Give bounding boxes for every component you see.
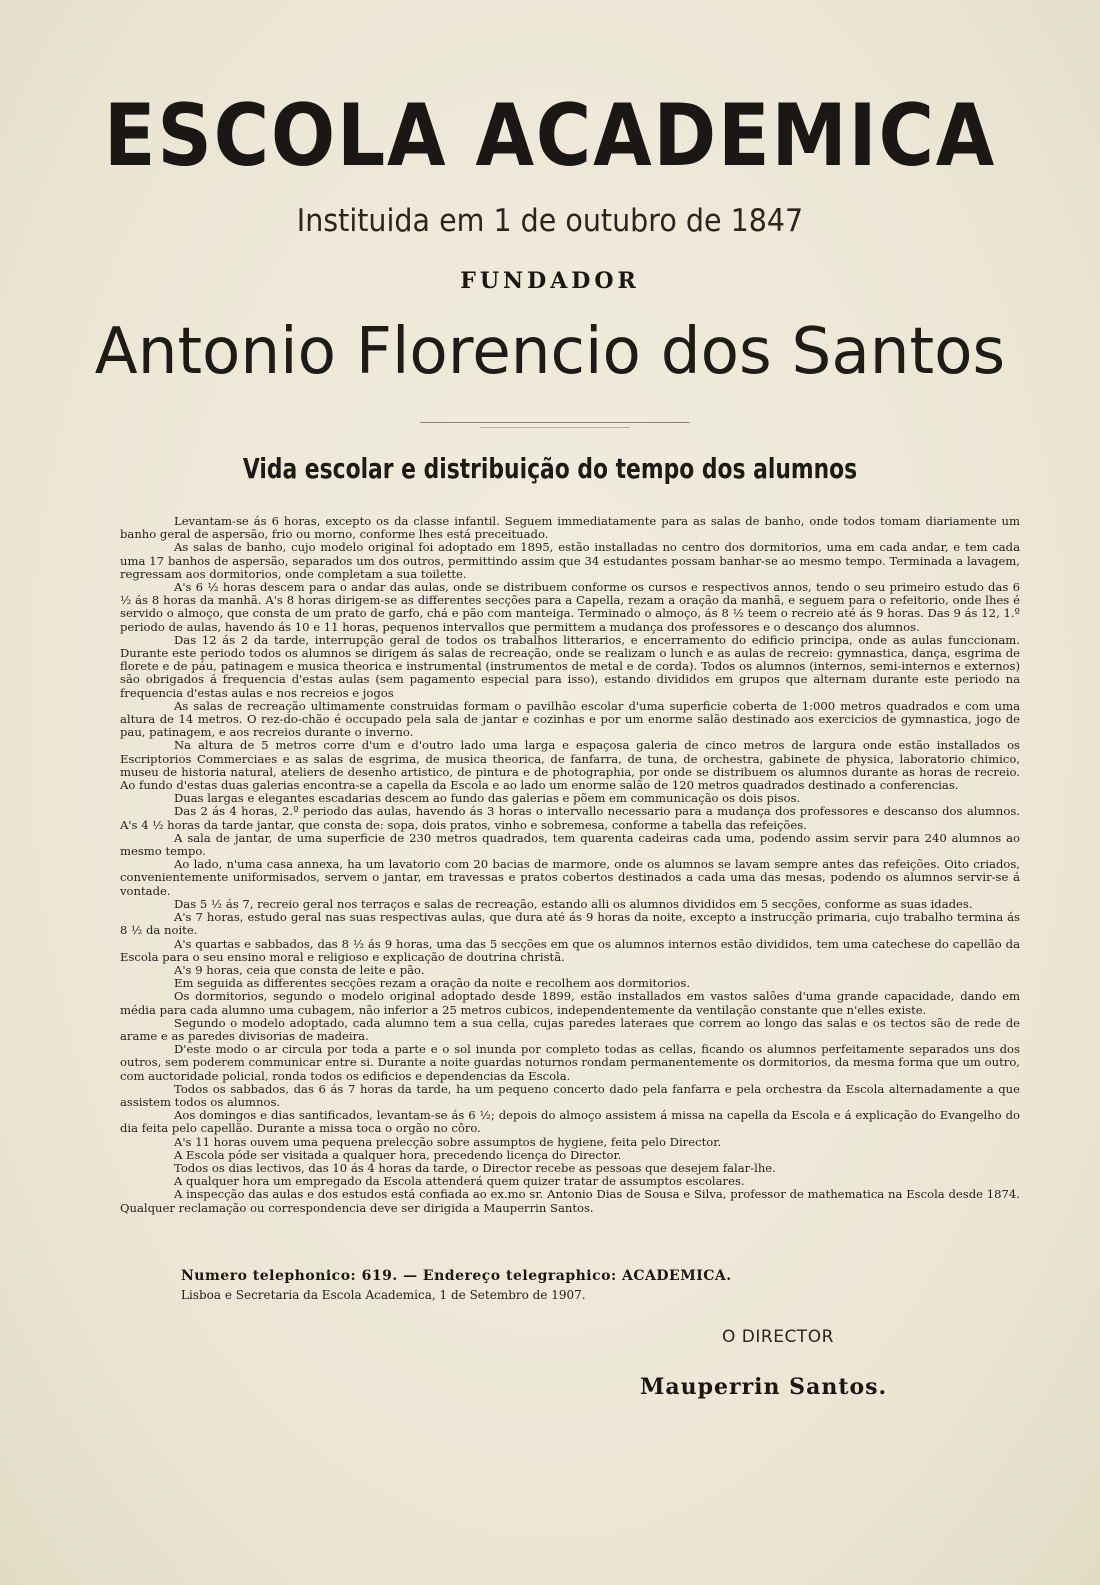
- paragraph: Ao lado, n'uma casa annexa, ha um lavatorio com 20 bacias de marmore, onde os alumnos se lavam sempre antes das refeições. Oito criados, convenientemente uniformisados, servem o jantar, em travessas e pratos cobertos destinados a cada uma das mesas, podendo os alumnos servir-se á vontade.: [120, 857, 1020, 898]
- body-text: [120, 515, 1020, 1215]
- paragraph: A inspecção das aulas e dos estudos está confiada ao ex.mo sr. Antonio Dias de Sousa e Silva, professor de mathematica na Escola desde 1874. Qualquer reclamação ou correspondencia deve ser dirigida a Mauperrin Santos.: [120, 1187, 1020, 1215]
- founder-name: Antonio Florencio dos Santos: [94, 315, 1006, 389]
- place-date: Lisboa e Secretaria da Escola Academica, 1 de Setembro de 1907.: [181, 1288, 586, 1302]
- paragraph: Os dormitorios, segundo o modelo original adoptado desde 1899, estão installados em vastos salões d'uma grande capacidade, dando em média para cada alumno uma cubagem, não inferior a 25 metros cubicos, independentemente da ventilação constante que n'elles existe.: [120, 989, 1020, 1017]
- subtitle: Instituida em 1 de outubro de 1847: [296, 203, 804, 239]
- paragraph: Segundo o modelo adoptado, cada alumno tem a sua cella, cujas paredes lateraes que correm ao longo das salas e os tectos são de rede de arame e as paredes divisorias de madeira.: [120, 1015, 1020, 1043]
- paragraph: As salas de banho, cujo modelo original foi adoptado em 1895, estão installadas no centro dos dormitorios, uma em cada andar, e tem cada uma 17 banhos de aspersão, separados um dos outros, permittindo assim que 34 estudantes possam banhar-se ao mesmo tempo. Terminada a lavagem, regressam aos dormitorios, onde completam a sua toilette.: [120, 540, 1020, 581]
- paragraph: D'este modo o ar circula por toda a parte e o sol inunda por completo todas as cellas, ficando os alumnos perfeitamente separados uns dos outros, sem poderem communicar entre si. Durante a noite guardas noturnos rondam permanentemente os dormitorios, da mesma forma que um outro, com auctoridade policial, ronda todos os edificios e dependencias da Escola.: [120, 1042, 1020, 1083]
- director-label: O DIRECTOR: [722, 1327, 834, 1347]
- divider-rule: [420, 422, 690, 423]
- page-title: ESCOLA ACADEMICA: [103, 86, 997, 186]
- paragraph: A qualquer hora um empregado da Escola attenderá quem quizer tratar de assumptos escolares.: [174, 1174, 745, 1189]
- paragraph: A Escola póde ser visitada a qualquer hora, precedendo licença do Director.: [174, 1147, 622, 1162]
- paragraph: A's 6 ½ horas descem para o andar das aulas, onde se distribuem conforme os cursos e respectivos annos, tendo o seu primeiro estudo das 6 ½ ás 8 horas da manhã. A's 8 horas dirigem-se as differentes secções para a Capella, rezam a oração da manhã, e seguem para o refeitorio, onde lhes é servido o almoço, que consta de um prato de garfo, chá e pão com manteiga. Terminado o almoço, ás 8 ½ teem o recreio até ás 9 horas. Das 9 ás 12, 1.º periodo de aulas, havendo ás 10 e 11 horas, pequenos intervallos que permittem a mudança dos professores e o descanço dos alumnos.: [120, 580, 1020, 634]
- paragraph: Em seguida as differentes secções rezam a oração da noite e recolhem aos dormitorios.: [174, 976, 691, 991]
- paragraph: Todos os dias lectivos, das 10 ás 4 horas da tarde, o Director recebe as pessoas que desejem falar-lhe.: [174, 1160, 776, 1175]
- paragraph: Duas largas e elegantes escadarias descem ao fundo das galerias e põem em communicação os dois pisos.: [174, 791, 801, 806]
- paragraph: A sala de jantar, de uma superficie de 230 metros quadrados, tem quarenta cadeiras cada uma, podendo assim servir para 240 alumnos ao mesmo tempo.: [120, 830, 1020, 859]
- paragraph: As salas de recreação ultimamente construidas formam o pavilhão escolar d'uma superficie coberta de 1:000 metros quadrados e com uma altura de 14 metros. O rez-do-chão é occupado pela sala de jantar e cozinhas e por um enorme salão destinado aos exercicios de gymnastica, jogo de pau, patinagem, e aos recreios durante o inverno.: [120, 698, 1020, 740]
- section-title: Vida escolar e distribuição do tempo dos alumnos: [242, 452, 858, 485]
- director-signature-name: Mauperrin Santos.: [640, 1374, 888, 1400]
- paragraph: Das 2 ás 4 horas, 2.º periodo das aulas, havendo ás 3 horas o intervallo necessario para a mudança dos professores e descanso dos alumnos. A's 4 ½ horas da tarde jantar, que consta de: sopa, dois pratos, vinho e sobremesa, conforme a tabella das refeições.: [120, 804, 1020, 832]
- fundador-label: FUNDADOR: [460, 268, 640, 294]
- paragraph: Levantam-se ás 6 horas, excepto os da classe infantil. Seguem immediatamente para as salas de banho, onde todos tomam diariamente um banho geral de aspersão, frio ou morno, conforme lhes está preceituado.: [120, 514, 1020, 542]
- divider-rule-short: [480, 427, 630, 428]
- paragraph: Das 5 ½ ás 7, recreio geral nos terraços e salas de recreação, estando alli os alumnos divididos em 5 secções, conforme as suas idades.: [174, 896, 973, 911]
- paragraph: A's 11 horas ouvem uma pequena prelecção sobre assumptos de hygiene, feita pelo Director.: [174, 1134, 722, 1149]
- contact-line: Numero telephonico: 619. — Endereço telegraphico: ACADEMICA.: [181, 1268, 732, 1284]
- paragraph: Aos domingos e dias santificados, levantam-se ás 6 ½; depois do almoço assistem á missa na capella da Escola e á explicação do Evangelho do dia feita pelo capellão. Durante a missa toca o orgão no côro.: [120, 1108, 1020, 1136]
- paragraph: Todos os sabbados, das 6 ás 7 horas da tarde, ha um pequeno concerto dado pela fanfarra e pela orchestra da Escola alternadamente a que assistem todos os alumnos.: [120, 1081, 1020, 1109]
- paragraph: A's quartas e sabbados, das 8 ½ ás 9 horas, uma das 5 secções em que os alumnos internos estão divididos, tem uma catechese do capellão da Escola para o seu ensino moral e religioso e explicação de doutrina christã.: [120, 936, 1020, 964]
- paragraph: Das 12 ás 2 da tarde, interrupção geral de todos os trabalhos litterarios, e encerramento do edificio principa, onde as aulas funccionam. Durante este periodo todos os alumnos se dirigem ás salas de recreação, onde se realizam o lunch e as aulas de recreio: gymnastica, dança, esgrima de florete e de páu, patinagem e musica theorica e instrumental (instrumentos de metal e de corda). Todos os alumnos (internos, semi-internos e externos) são obrigados á frequencia d'estas aulas (sem pagamento especial para isso), estando divididos em grupos que alternam durante este periodo na frequencia d'estas aulas e nos recreios e jogos: [120, 632, 1020, 700]
- paragraph: A's 7 horas, estudo geral nas suas respectivas aulas, que dura até ás 9 horas da noite, excepto a instrucção primaria, cujo trabalho termina ás 8 ½ da noite.: [120, 910, 1020, 938]
- paragraph: Na altura de 5 metros corre d'um e d'outro lado uma larga e espaçosa galeria de cinco metros de largura onde estão installados os Escriptorios Commerciaes e as salas de esgrima, de musica theorica, de fanfarra, de tuna, de orchestra, gabinete de physica, laboratorio chimico, museu de historia natural, ateliers de desenho artistico, de pintura e de photographia, por onde se distribuem os alumnos durante as horas de recreio. Ao fundo d'estas duas galerias encontra-se a capella da Escola e ao lado um enorme salão de 120 metros quadrados destinado a conferencias.: [120, 738, 1020, 793]
- paragraph: A's 9 horas, ceia que consta de leite e pão.: [174, 962, 425, 977]
